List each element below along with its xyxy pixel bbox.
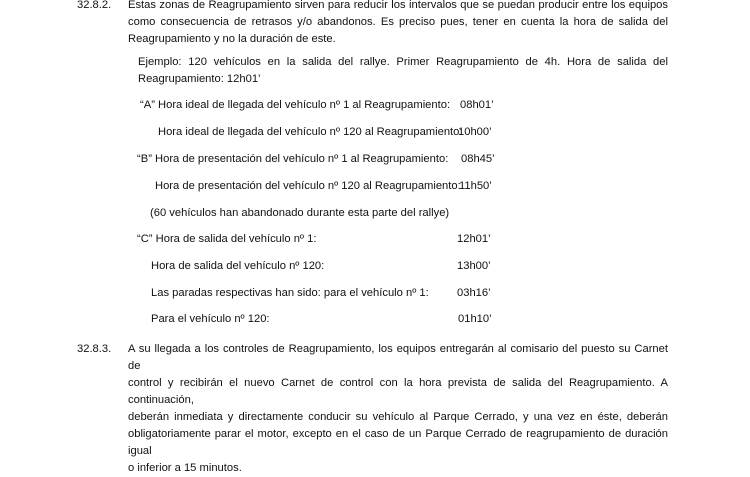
example-row-value: 03h16’ [457, 287, 491, 299]
example-line: Ejemplo: 120 vehículos en la salida del rallye. Primer Reagrupamiento de 4h. Hora de salida del [138, 56, 668, 68]
paragraph-line: A su llegada a los controles de Reagrupamiento, los equipos entregarán al comisario del puesto su Carnet de [128, 343, 668, 372]
example-row-label: Hora ideal de llegada del vehículo nº 120 al Reagrupamiento: [158, 126, 463, 138]
section-paragraph [128, 0, 668, 48]
example-row-label: “C” Hora de salida del vehículo nº 1: [137, 233, 317, 245]
example-row-label: Las paradas respectivas han sido: para el vehículo nº 1: [151, 287, 429, 299]
example-row-label: “B” Hora de presentación del vehículo nº 1 al Reagrupamiento: [137, 153, 449, 165]
example-row-value: 11h50’ [459, 180, 492, 192]
section-paragraph [128, 341, 668, 477]
section-number: 32.8.3. [77, 343, 112, 355]
example-row-value: 08h45’ [461, 153, 495, 165]
example-row-label: Hora de presentación del vehículo nº 120 al Reagrupamiento: [155, 180, 461, 192]
example-row-value: 13h00’ [457, 260, 491, 272]
paragraph-line: Estas zonas de Reagrupamiento sirven para reducir los intervalos que se puedan producir entre los equipos [128, 0, 668, 11]
example-row-label: (60 vehículos han abandonado durante esta parte del rallye) [150, 207, 450, 219]
paragraph-line: como consecuencia de retrasos y/o abandonos. Es preciso pues, tener en cuenta la hora de salida del [128, 16, 668, 28]
example-intro [138, 54, 668, 88]
section-number: 32.8.2. [77, 0, 112, 11]
example-line: Reagrupamiento: 12h01’ [138, 73, 261, 85]
paragraph-line: Reagrupamiento y no la duración de este. [128, 33, 336, 45]
example-row-label: Hora de salida del vehículo nº 120: [151, 260, 325, 272]
example-row-label: Para el vehículo nº 120: [151, 313, 270, 325]
example-row-label: “A” Hora ideal de llegada del vehículo nº 1 al Reagrupamiento: [140, 99, 451, 111]
example-row-value: 01h10’ [458, 313, 492, 325]
example-row-value: 10h00’ [458, 126, 492, 138]
example-row-value: 08h01’ [460, 99, 494, 111]
paragraph-line: obligatoriamente parar el motor, excepto en el caso de un Parque Cerrado de reagrupamiento de duración igual [128, 428, 668, 457]
paragraph-line: control y recibirán el nuevo Carnet de control con la hora prevista de salida del Reagrupamiento. A continuación, [128, 377, 668, 406]
paragraph-line: deberán inmediata y directamente conducir su vehículo al Parque Cerrado, y una vez en éste, deberán [128, 411, 668, 423]
paragraph-line: o inferior a 15 minutos. [128, 462, 242, 474]
example-row-value: 12h01’ [457, 233, 491, 245]
